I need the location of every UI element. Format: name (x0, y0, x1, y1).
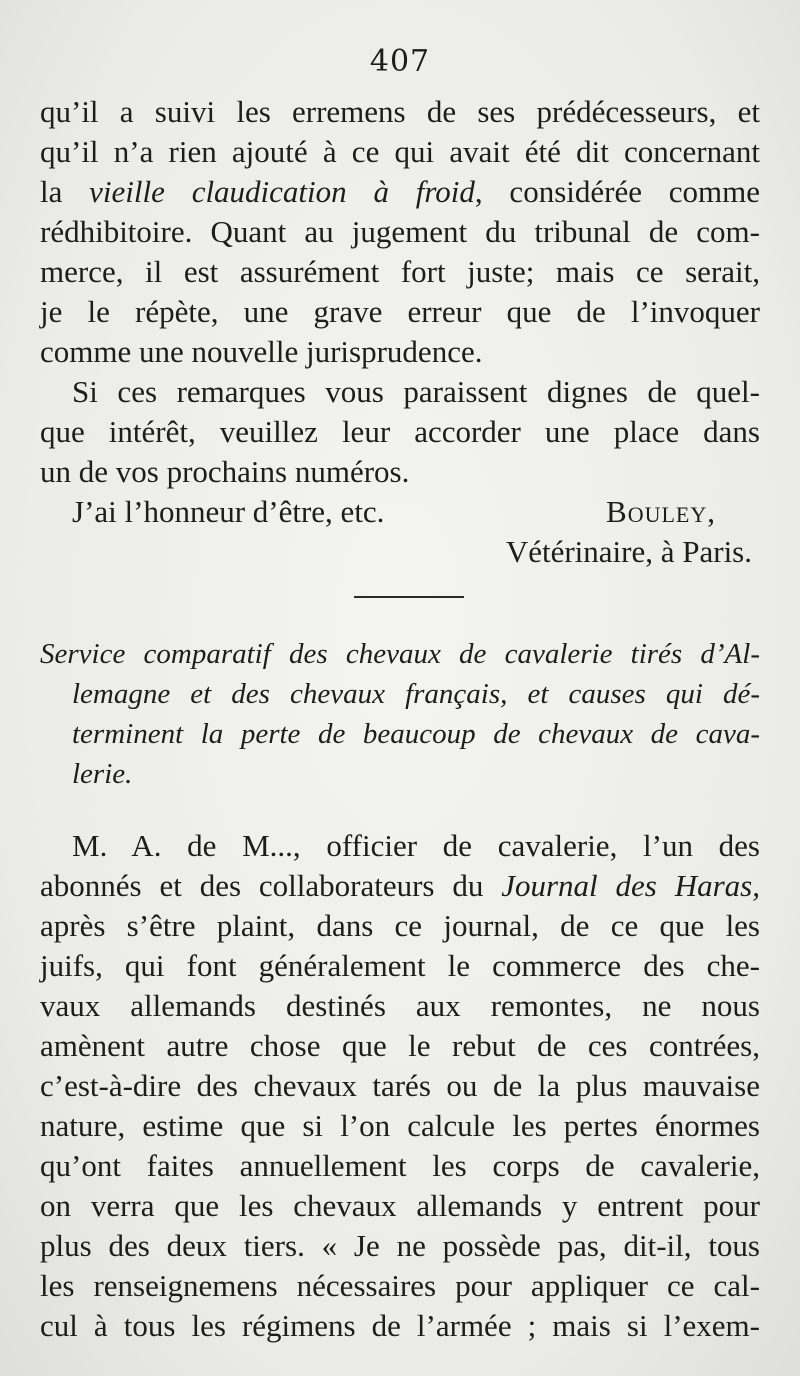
text-fragment: abonnés et des collaborateurs du (40, 868, 484, 903)
text-line: Si ces remarques vous paraissent dignes de quel- (72, 374, 760, 409)
signature-row (40, 492, 760, 532)
text-line: rédhibitoire. Quant au jugement du tribunal de com- (40, 214, 760, 249)
italic-journal-name: Journal des Haras, (501, 868, 760, 903)
text-line: après s’être plaint, dans ce journal, de ce que les (40, 908, 760, 943)
text-line: que intérêt, veuillez leur accorder une place dans (40, 414, 760, 449)
text-fragment: comme (668, 174, 761, 209)
page-number: 407 (369, 44, 431, 79)
text-line: c’est-à-dire des chevaux tarés ou de la plus mauvaise (40, 1068, 760, 1103)
section-divider (354, 596, 464, 598)
text-line: les renseignemens nécessaires pour appliquer ce cal- (40, 1268, 760, 1303)
text-line: un de vos prochains numéros. (40, 454, 410, 489)
closing-paragraph (40, 372, 760, 492)
article-title (40, 634, 760, 794)
text-line: M. A. de M..., officier de cavalerie, l’un des (72, 828, 760, 863)
signature-greeting: J’ai l’honneur d’être, etc. (72, 494, 385, 529)
text-line: juifs, qui font généralement le commerce des che- (40, 948, 760, 983)
text-line (40, 172, 760, 212)
text-line: amènent autre chose que le rebut de ces contrées, (40, 1028, 760, 1063)
title-line: terminent la perte de beaucoup de chevaux de cava- (72, 718, 760, 750)
text-fragment: , considérée (474, 174, 642, 209)
text-line: plus des deux tiers. « Je ne possède pas, dit-il, tous (40, 1228, 760, 1263)
text-line: je le répète, une grave erreur que de l’invoquer (40, 294, 760, 329)
text-line: qu’il a suivi les erremens de ses prédécesseurs, et (40, 94, 760, 129)
text-line: nature, estime que si l’on calcule les pertes énormes (40, 1108, 760, 1143)
text-line: on verra que les chevaux allemands y entrent pour (40, 1188, 760, 1223)
text-fragment: la (40, 174, 63, 209)
title-line: lemagne et des chevaux français, et causes qui dé- (72, 678, 760, 710)
text-line: merce, il est assurément fort juste; mais ce serait, (40, 254, 760, 289)
text-line: cul à tous les régimens de l’armée ; mais si l’exem- (40, 1308, 760, 1343)
signature-block (40, 492, 760, 572)
text-line: comme une nouvelle jurisprudence. (40, 334, 483, 369)
text-line: qu’il n’a rien ajouté à ce qui avait été dit concernant (40, 134, 760, 169)
title-line: lerie. (72, 758, 133, 790)
top-paragraph (40, 92, 760, 372)
title-line: Service comparatif des chevaux de cavalerie tirés d’Al- (40, 638, 760, 670)
text-line (40, 866, 760, 906)
signature-name: Bouley, (606, 494, 716, 529)
text-line: qu’ont faites annuellement les corps de cavalerie, (40, 1148, 760, 1183)
text-line: vaux allemands destinés aux remontes, ne nous (40, 988, 760, 1023)
body-paragraph (40, 826, 760, 1346)
italic-term: vieille claudication à froid (89, 174, 475, 209)
signature-place: Vétérinaire, à Paris. (505, 534, 752, 569)
